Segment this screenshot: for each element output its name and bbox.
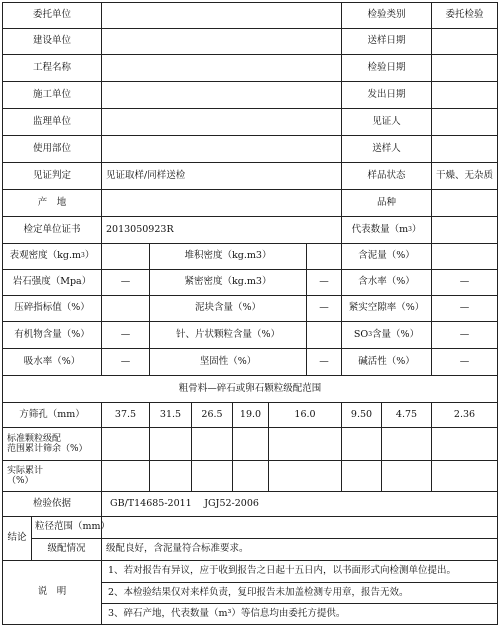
compact-density-value: — [307,270,342,296]
witness-judgment-label: 见证判定 [2,163,102,190]
note-item-1: 1、若对报告有异议，应于收到报告之日起十五日内，以书面形式向检测单位提出。 [102,561,498,583]
sieve-7: 4.75 [382,403,432,428]
water-content-value: — [432,270,498,296]
rock-strength-value: — [102,270,150,296]
inspection-date-label: 检验日期 [342,55,432,82]
row-client-unit [2,2,498,29]
inspection-type-label: 检验类别 [342,2,432,29]
represent-qty-label [342,217,432,244]
row-actual-grading [2,461,498,492]
actual-grading-label-2: （%） [7,476,34,486]
soundness-label: 坚固性（%） [150,349,307,376]
actual-cell[interactable] [150,461,192,492]
row-grading-result [2,539,498,561]
actual-grading-label [2,461,102,492]
alkali-activity-value: — [432,349,498,376]
sieve-5: 16.0 [269,403,342,428]
note-row-1 [2,561,498,583]
variety-label: 品种 [342,190,432,217]
apparent-density-close: ） [84,250,95,262]
mud-content-label: 含泥量（%） [342,244,432,270]
clay-lump-value: — [307,296,342,322]
actual-cell[interactable] [102,461,150,492]
inspection-type-value: 委托检验 [432,2,498,29]
sieve-6: 9.50 [342,403,382,428]
grading-result-value: 级配良好，含泥量符合标准要求。 [102,539,498,561]
standard-grading-label [2,428,102,461]
standard-cell[interactable] [233,428,269,461]
basis-label: 检验依据 [2,492,102,517]
so3-post: 含量（%） [372,328,420,340]
row-usage-part [2,136,498,163]
apparent-density-label [2,244,102,270]
crushing-index-value[interactable] [102,296,150,322]
represent-qty-value[interactable] [432,217,498,244]
issue-date-value[interactable] [432,82,498,109]
construction-unit-value[interactable] [102,29,342,55]
bulk-density-value[interactable] [307,244,342,270]
note-row-3 [2,604,498,625]
mud-content-value[interactable] [432,244,498,270]
standard-cell[interactable] [102,428,150,461]
row-project-name [2,55,498,82]
so3-content-label [342,322,432,349]
compact-density-label: 紧密密度（kg.m3） [150,270,307,296]
row-cert [2,217,498,244]
note-item-2: 2、本检验结果仅对来样负责，复印报告未加盖检测专用章，报告无效。 [102,583,498,604]
sieve-4: 19.0 [233,403,269,428]
row-standard-grading [2,428,498,461]
range-label: 粒径范围（mm） [32,517,102,539]
apparent-density-value[interactable] [102,244,150,270]
alkali-activity-label: 碱活性（%） [342,349,432,376]
void-ratio-value: — [432,296,498,322]
so3-text: SO [353,328,369,340]
water-content-label: 含水率（%） [342,270,432,296]
actual-cell[interactable] [269,461,342,492]
row-construction-unit [2,29,498,55]
row-props-3 [2,296,498,322]
sieve-8: 2.36 [432,403,498,428]
sender-label: 送样人 [342,136,432,163]
sample-state-value: 干燥、无杂质 [432,163,498,190]
clay-lump-label: 泥块含量（%） [150,296,307,322]
variety-value[interactable] [432,190,498,217]
void-ratio-label: 紧实空隙率（%） [342,296,432,322]
usage-part-label: 使用部位 [2,136,102,163]
builder-unit-label: 施工单位 [2,82,102,109]
supervisor-unit-value[interactable] [102,109,342,136]
row-witness-judgment [2,163,498,190]
row-supervisor-unit [2,109,498,136]
organic-content-value: — [102,322,150,349]
standard-grading-label-2: 范围累计筛余（%） [7,444,88,454]
witness-label: 见证人 [342,109,432,136]
organic-content-label: 有机物含量（%） [2,322,102,349]
standard-cell[interactable] [150,428,192,461]
conclusion-label: 结论 [2,517,32,561]
row-origin [2,190,498,217]
so3-sub: 3 [368,330,373,338]
range-value[interactable] [102,517,498,539]
actual-cell[interactable] [192,461,233,492]
apparent-density-text: 表观密度（kg.m [9,250,82,262]
actual-cell[interactable] [233,461,269,492]
row-range [2,517,498,539]
row-sieves [2,403,498,428]
actual-grading-label-1: 实际累计 [7,465,44,476]
inspection-report-form [2,2,498,625]
standard-cell[interactable] [192,428,233,461]
client-unit-label: 委托单位 [2,2,102,29]
represent-qty-close: ） [411,223,422,235]
inspection-date-value[interactable] [432,55,498,82]
soundness-value: — [307,349,342,376]
grading-title: 粗骨料—碎石或卵石颗粒级配范围 [2,376,498,403]
row-props-5 [2,349,498,376]
row-basis [2,492,498,517]
sieve-label: 方筛孔（mm） [2,403,102,428]
so3-content-value: — [432,322,498,349]
flaky-particle-label: 针、片状颗粒含量（%） [150,322,307,349]
issue-date-label: 发出日期 [342,82,432,109]
delivery-date-label: 送样日期 [342,29,432,55]
delivery-date-value[interactable] [432,29,498,55]
represent-qty-sup: 3 [408,225,412,233]
row-grading-title [2,376,498,403]
sample-state-label: 样品状态 [342,163,432,190]
standard-cell[interactable] [382,428,432,461]
builder-unit-value[interactable] [102,82,342,109]
standard-cell[interactable] [269,428,342,461]
sender-value[interactable] [432,136,498,163]
note-row-2 [2,583,498,604]
witness-value[interactable] [432,109,498,136]
cert-label: 检定单位证书 [2,217,102,244]
project-name-label: 工程名称 [2,55,102,82]
standard-cell[interactable] [432,428,498,461]
row-props-4 [2,322,498,349]
grading-result-label: 级配情况 [32,539,102,561]
sieve-1: 37.5 [102,403,150,428]
note-item-3: 3、碎石产地，代表数量（m³）等信息均由委托方提供。 [102,604,498,625]
crushing-index-label: 压碎指标值（%） [2,296,102,322]
witness-judgment-value: 见证取样/同样送检 [102,163,342,190]
client-unit-value[interactable] [102,2,342,29]
water-absorption-label: 吸水率（%） [2,349,102,376]
apparent-density-sup: 3 [81,252,85,260]
actual-cell[interactable] [342,461,382,492]
rock-strength-label: 岩石强度（Mpa） [2,270,102,296]
actual-cell[interactable] [432,461,498,492]
construction-unit-label: 建设单位 [2,29,102,55]
origin-label: 产 地 [2,190,102,217]
basis-value: GB/T14685-2011 JGJ52-2006 [102,492,498,517]
usage-part-value[interactable] [102,136,342,163]
row-builder-unit [2,82,498,109]
actual-cell[interactable] [382,461,432,492]
cert-value: 2013050923R [102,217,342,244]
notes-label: 说 明 [2,561,102,625]
bulk-density-label: 堆积密度（kg.m3） [150,244,307,270]
row-props-1 [2,244,498,270]
water-absorption-value: — [102,349,150,376]
origin-value[interactable] [102,190,342,217]
flaky-particle-value[interactable] [307,322,342,349]
standard-grading-label-1: 标准颗粒级配 [7,433,62,444]
standard-cell[interactable] [342,428,382,461]
sieve-2: 31.5 [150,403,192,428]
sieve-3: 26.5 [192,403,233,428]
row-props-2 [2,270,498,296]
supervisor-unit-label: 监理单位 [2,109,102,136]
project-name-value[interactable] [102,55,342,82]
represent-qty-text: 代表数量（m [351,223,409,235]
